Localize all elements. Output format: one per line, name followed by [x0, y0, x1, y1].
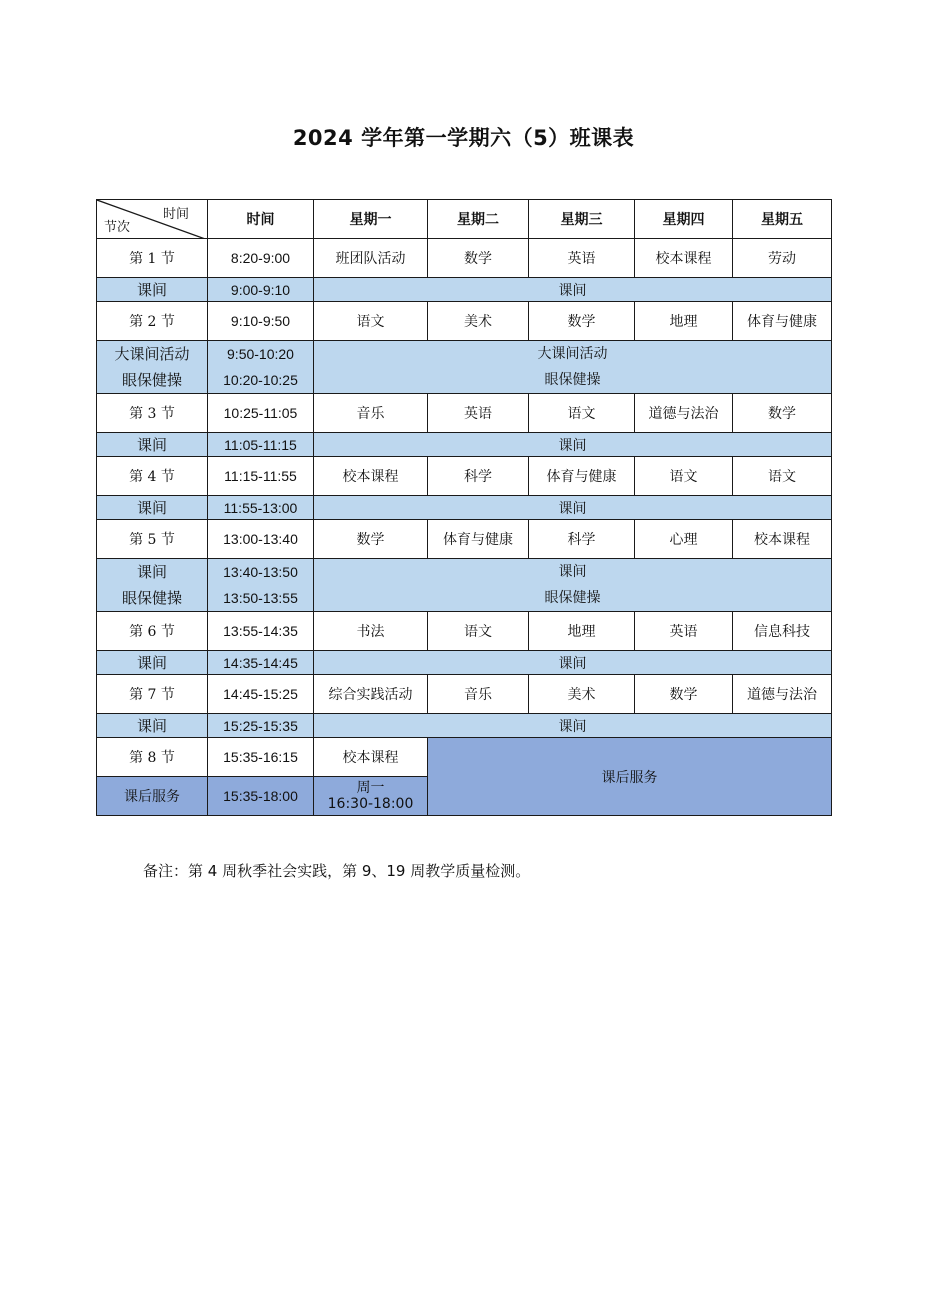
activity-time: [208, 559, 314, 612]
class-cell: 校本课程: [314, 457, 428, 496]
break-row: [97, 714, 832, 738]
activity-text-line-2: 眼保健操: [544, 590, 601, 606]
class-cell: 地理: [529, 612, 635, 651]
activity-time: [208, 341, 314, 394]
class-cell: 科学: [428, 457, 529, 496]
class-cell: 校本课程: [635, 239, 733, 278]
page-title: 2024 学年第一学期六（5）班课表: [292, 126, 635, 150]
activity-text-line-2: 眼保健操: [544, 372, 601, 388]
day-header-mon: 星期一: [314, 200, 428, 239]
activity-merged-cell: [314, 559, 832, 612]
activity-time-line-2: 10:20-10:25: [223, 372, 298, 388]
break-time: 11:05-11:15: [208, 433, 314, 457]
break-label: 课间: [97, 433, 208, 457]
activity-label: [97, 341, 208, 394]
period-label: 第 2 节: [97, 302, 208, 341]
break-row: [97, 496, 832, 520]
class-cell: 体育与健康: [733, 302, 832, 341]
class-cell: 英语: [635, 612, 733, 651]
break-merged-cell: 课间: [314, 496, 832, 520]
period-label: 第 7 节: [97, 675, 208, 714]
period-label: 第 3 节: [97, 394, 208, 433]
class-cell: 语文: [529, 394, 635, 433]
period-row: [97, 239, 832, 278]
activity-time-line-1: 9:50-10:20: [227, 346, 294, 362]
period-time: 15:35-16:15: [208, 738, 314, 777]
activity-label-line-1: 大课间活动: [114, 345, 190, 363]
class-cell: 道德与法治: [733, 675, 832, 714]
header-row: [97, 200, 832, 239]
class-cell: 音乐: [428, 675, 529, 714]
class-cell: 校本课程: [733, 520, 832, 559]
class-cell: 美术: [529, 675, 635, 714]
class-cell: 数学: [428, 239, 529, 278]
activity-text-line-1: 大课间活动: [537, 346, 608, 362]
diag-period-label: 节次: [104, 220, 131, 235]
break-merged-cell: 课间: [314, 714, 832, 738]
break-row: [97, 651, 832, 675]
activity-label-line-2: 眼保健操: [121, 371, 182, 389]
break-time: 9:00-9:10: [208, 278, 314, 302]
class-cell: 语文: [314, 302, 428, 341]
break-merged-cell: 课间: [314, 433, 832, 457]
break-label: 课间: [97, 714, 208, 738]
after-school-time: 15:35-18:00: [208, 777, 314, 816]
activity-time-line-2: 13:50-13:55: [223, 590, 298, 606]
period-row: [97, 302, 832, 341]
activity-text-line-1: 课间: [558, 564, 587, 580]
period-time: 14:45-15:25: [208, 675, 314, 714]
class-cell: 语文: [733, 457, 832, 496]
period-label: 第 6 节: [97, 612, 208, 651]
class-cell: 英语: [428, 394, 529, 433]
class-cell: 音乐: [314, 394, 428, 433]
class-cell: 道德与法治: [635, 394, 733, 433]
period-label: 第 8 节: [97, 738, 208, 777]
class-cell: 语文: [635, 457, 733, 496]
break-label: 课间: [97, 278, 208, 302]
after-school-monday-cell: [314, 777, 428, 816]
break-time: 11:55-13:00: [208, 496, 314, 520]
period-time: 13:00-13:40: [208, 520, 314, 559]
period-label: 第 4 节: [97, 457, 208, 496]
period-label: 第 1 节: [97, 239, 208, 278]
period-time: 10:25-11:05: [208, 394, 314, 433]
break-time: 15:25-15:35: [208, 714, 314, 738]
class-cell: 科学: [529, 520, 635, 559]
break-merged-cell: 课间: [314, 651, 832, 675]
period-row: [97, 394, 832, 433]
monday-line: 周一: [356, 780, 385, 796]
break-row: [97, 278, 832, 302]
monday-time-line: 16:30-18:00: [327, 796, 414, 812]
class-cell: 数学: [529, 302, 635, 341]
day-header-thu: 星期四: [635, 200, 733, 239]
break-time: 14:35-14:45: [208, 651, 314, 675]
class-cell: 美术: [428, 302, 529, 341]
class-cell: 体育与健康: [529, 457, 635, 496]
class-cell: 数学: [314, 520, 428, 559]
diagonal-header-cell: [97, 200, 208, 239]
activity-row: [97, 559, 832, 612]
class-cell: 体育与健康: [428, 520, 529, 559]
day-header-wed: 星期三: [529, 200, 635, 239]
class-cell: 英语: [529, 239, 635, 278]
period-row: [97, 457, 832, 496]
class-cell: 信息科技: [733, 612, 832, 651]
diag-time-label: 时间: [162, 207, 189, 222]
period-time: 11:15-11:55: [208, 457, 314, 496]
break-merged-cell: 课间: [314, 278, 832, 302]
activity-label: [97, 559, 208, 612]
day-header-tue: 星期二: [428, 200, 529, 239]
class-cell: 语文: [428, 612, 529, 651]
activity-label-line-1: 课间: [136, 563, 167, 581]
activity-time-line-1: 13:40-13:50: [223, 564, 298, 580]
period-8-row: [97, 738, 832, 777]
day-header-fri: 星期五: [733, 200, 832, 239]
after-school-label: 课后服务: [97, 777, 208, 816]
after-school-merged-cell: 课后服务: [428, 738, 832, 816]
period-label: 第 5 节: [97, 520, 208, 559]
class-cell: 综合实践活动: [314, 675, 428, 714]
activity-merged-cell: [314, 341, 832, 394]
break-row: [97, 433, 832, 457]
footnote: 备注：第 4 周秋季社会实践，第 9、19 周教学质量检测。: [143, 862, 531, 880]
class-cell: 班团队活动: [314, 239, 428, 278]
time-header: 时间: [208, 200, 314, 239]
class-cell: 劳动: [733, 239, 832, 278]
break-label: 课间: [97, 496, 208, 520]
class-cell: 数学: [733, 394, 832, 433]
period-row: [97, 612, 832, 651]
period-time: 13:55-14:35: [208, 612, 314, 651]
period-time: 8:20-9:00: [208, 239, 314, 278]
class-cell: 心理: [635, 520, 733, 559]
period-time: 9:10-9:50: [208, 302, 314, 341]
break-label: 课间: [97, 651, 208, 675]
activity-label-line-2: 眼保健操: [121, 589, 182, 607]
schedule-table: [96, 199, 832, 816]
period-row: [97, 520, 832, 559]
class-cell: 书法: [314, 612, 428, 651]
class-cell: 地理: [635, 302, 733, 341]
class-cell: 数学: [635, 675, 733, 714]
period-row: [97, 675, 832, 714]
class-cell: 校本课程: [314, 738, 428, 777]
activity-row: [97, 341, 832, 394]
